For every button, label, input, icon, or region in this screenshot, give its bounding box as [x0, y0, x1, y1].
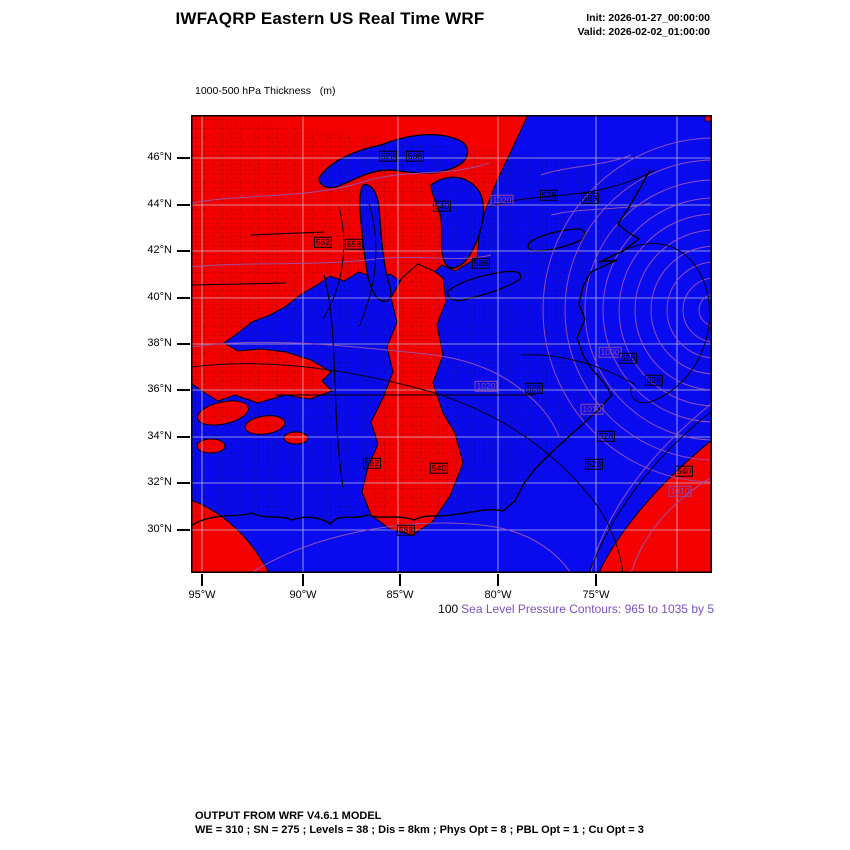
contour-label: 588 — [398, 524, 414, 535]
lon-label: 95°W — [188, 589, 216, 601]
lon-label: 75°W — [582, 589, 610, 601]
caption-fragment: 100 — [438, 602, 459, 616]
slp-label: 1000 — [600, 346, 620, 357]
lat-label: 42°N — [147, 244, 172, 256]
valid-time: Valid: 2026-02-02_01:00:00 — [577, 26, 710, 38]
lon-tick — [595, 574, 597, 586]
contour-label: 552 — [364, 457, 380, 468]
footer-model-line: OUTPUT FROM WRF V4.6.1 MODEL — [195, 810, 382, 822]
lon-label: 90°W — [289, 589, 317, 601]
contour-label: 528 — [380, 150, 396, 161]
contour-label: 540 — [431, 462, 447, 473]
lat-tick — [177, 250, 190, 252]
lon-label: 85°W — [386, 589, 414, 601]
lat-tick — [177, 482, 190, 484]
run-times — [430, 11, 710, 39]
lat-tick — [177, 157, 190, 159]
legend-line-thickness-1: 1000-500 hPa Thickness (m) — [195, 85, 336, 97]
lon-tick — [302, 574, 304, 586]
contour-label: 528 — [620, 352, 636, 363]
lat-tick — [177, 204, 190, 206]
map-canvas — [191, 115, 712, 573]
slp-label: 1020 — [476, 380, 496, 391]
lon-tick — [497, 574, 499, 586]
contour-label: 528 — [526, 382, 542, 393]
lon-label: 80°W — [484, 589, 512, 601]
contour-label: 540 — [434, 200, 450, 211]
lat-tick — [177, 436, 190, 438]
contour-label: 528 — [598, 430, 614, 441]
contour-label: 528 — [541, 189, 557, 200]
slp-label: 1010 — [582, 403, 602, 414]
footer-config-line: WE = 310 ; SN = 275 ; Levels = 38 ; Dis = 8km ; Phys Opt = 8 ; PBL Opt = 1 ; Cu Opt = 3 — [195, 824, 644, 836]
lat-label: 36°N — [147, 383, 172, 395]
contour-label: 588 — [407, 150, 423, 161]
lat-label: 46°N — [147, 151, 172, 163]
lon-tick — [201, 574, 203, 586]
init-time: Init: 2026-01-27_00:00:00 — [586, 12, 710, 24]
lon-tick — [399, 574, 401, 586]
weather-map — [191, 115, 712, 573]
slp-caption — [300, 602, 714, 616]
contour-label: 558 — [346, 238, 362, 249]
model-footer — [195, 809, 644, 837]
lat-label: 34°N — [147, 430, 172, 442]
contour-label: 588 — [582, 192, 598, 203]
contour-label: 588 — [473, 257, 489, 268]
lat-label: 38°N — [147, 337, 172, 349]
contour-label: 552 — [315, 236, 331, 247]
lat-label: 44°N — [147, 198, 172, 210]
page-title: IWFAQRP Eastern US Real Time WRF — [175, 9, 485, 28]
lat-label: 30°N — [147, 523, 172, 535]
lat-label: 32°N — [147, 476, 172, 488]
contour-label: 540 — [676, 465, 692, 476]
slp-label: 1010 — [670, 485, 690, 496]
lat-tick — [177, 297, 190, 299]
contour-label: 528 — [586, 458, 602, 469]
lat-label: 40°N — [147, 291, 172, 303]
slp-label: 1020 — [492, 194, 512, 205]
contour-label: 528 — [646, 374, 662, 385]
slp-contour-note: Sea Level Pressure Contours: 965 to 1035 by 5 — [461, 602, 714, 616]
lat-tick — [177, 343, 190, 345]
lat-tick — [177, 389, 190, 391]
lat-tick — [177, 529, 190, 531]
